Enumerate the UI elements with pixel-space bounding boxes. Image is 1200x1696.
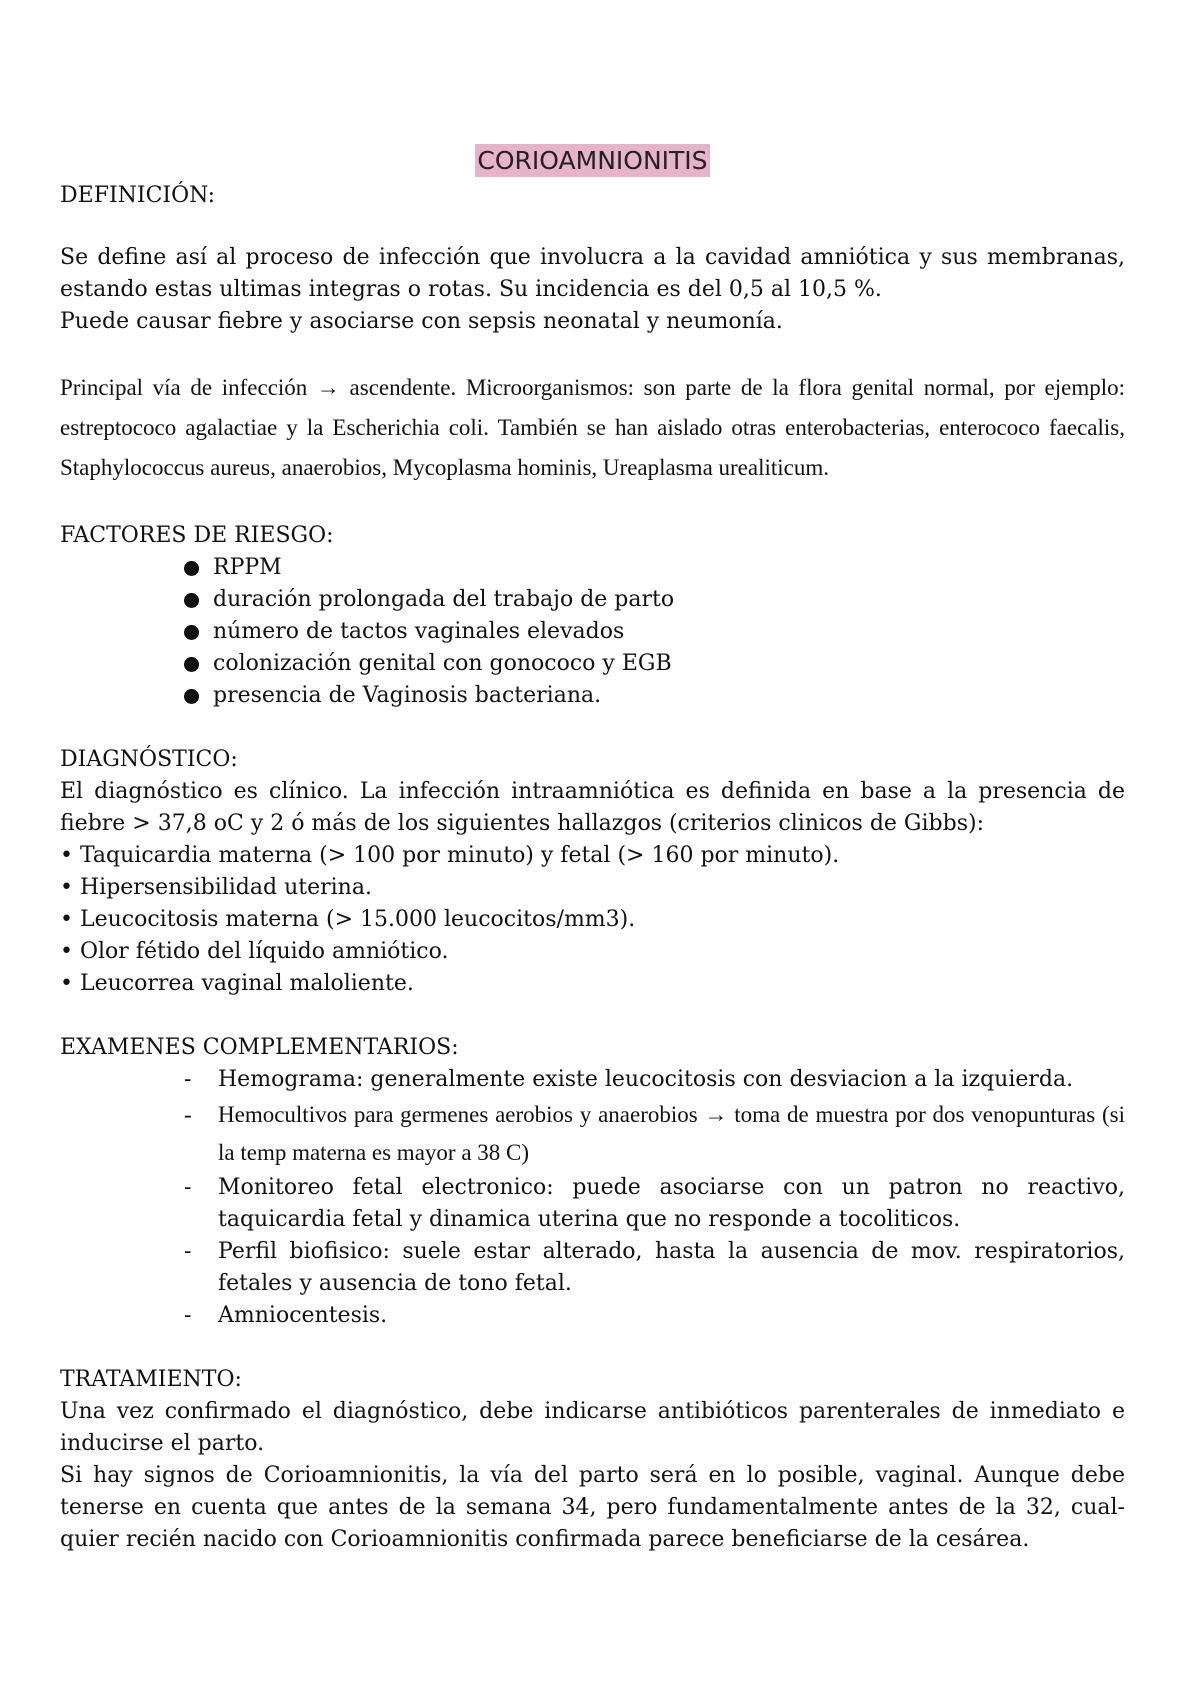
dash-marker: -	[184, 1102, 192, 1127]
list-item: número de tactos vaginales elevados	[184, 616, 1125, 648]
bullet-icon	[184, 689, 199, 704]
list-item: • Hipersensibilidad uterina.	[60, 875, 372, 900]
list-item: - Hemograma: generalmente existe leucocitosis con desviacion a la izquierda.	[184, 1064, 1125, 1096]
bullet-icon	[184, 593, 199, 608]
dash-marker: -	[184, 1175, 192, 1200]
list-item: • Taquicardia materna (> 100 por minuto) y fetal (> 160 por minuto).	[60, 843, 840, 868]
definicion-paragraph-2: Puede causar fiebre y asociarse con sepsis neonatal y neumonía.	[60, 309, 783, 334]
microorganismos-paragraph: Principal vía de infección → ascendente. Microorganismos: son parte de la flora genital normal, por ejemplo: estreptococo agalactiae y la Escherichia coli. También se han aislado otras enterobacterias, enterococo faecalis, Staphylococcus aureus, anaerobios, Mycoplasma hominis, Ureaplasma urealiticum.	[60, 375, 1125, 480]
list-item: - Monitoreo fetal electronico: puede asociarse con un patron no reactivo, taquicardia fetal y dinamica uterina que no responde a tocoliticos.	[184, 1172, 1125, 1236]
document-page	[60, 0, 1125, 1556]
list-item: • Olor fétido del líquido amniótico.	[60, 939, 449, 964]
examenes-list	[60, 1064, 1125, 1332]
dash-marker: -	[184, 1067, 192, 1092]
diagnostico-intro: El diagnóstico es clínico. La infección intraamniótica es definida en base a la presencia de fiebre > 37,8 oC y 2 ó más de los siguientes hallazgos (criterios clinicos de Gibbs):	[60, 779, 1125, 836]
list-item: • Leucorrea vaginal maloliente.	[60, 971, 414, 996]
list-item: colonización genital con gonococo y EGB	[184, 648, 1125, 680]
diagnostico-list	[60, 840, 1125, 1000]
list-item: - Perfil biofisico: suele estar alterado, hasta la ausencia de mov. respiratorios, fetales y ausencia de tono fetal.	[184, 1236, 1125, 1300]
factores-heading: FACTORES DE RIESGO:	[60, 523, 334, 548]
bullet-icon	[184, 561, 199, 576]
list-item: RPPM	[184, 552, 1125, 584]
definicion-paragraph-1: Se define así al proceso de infección que involucra a la cavidad amniótica y sus membranas, estando estas ultimas integras o rotas. Su incidencia es del 0,5 al 10,5 %.	[60, 245, 1125, 302]
tratamiento-paragraph-1: Una vez confirmado el diagnóstico, debe indicarse antibióticos parenterales de inmediato e inducirse el parto.	[60, 1399, 1125, 1456]
factores-list	[60, 552, 1125, 712]
dash-marker: -	[184, 1303, 192, 1328]
tratamiento-paragraph-2: Si hay signos de Corioamnionitis, la vía del parto será en lo posible, vaginal. Aunque debe tenerse en cuenta que antes de la semana 34, pero fundamentalmente antes de la 32, cual-quier recién nacido con Corioamnionitis confirmada parece beneficiarse de la cesárea.	[60, 1463, 1125, 1552]
list-item: - Amniocentesis.	[184, 1300, 1125, 1332]
diagnostico-heading: DIAGNÓSTICO:	[60, 747, 238, 772]
tratamiento-heading: TRATAMIENTO:	[60, 1367, 242, 1392]
list-item: presencia de Vaginosis bacteriana.	[184, 680, 1125, 712]
bullet-icon	[184, 625, 199, 640]
list-item: • Leucocitosis materna (> 15.000 leucocitos/mm3).	[60, 907, 636, 932]
title-container	[60, 144, 1125, 180]
list-item: duración prolongada del trabajo de parto	[184, 584, 1125, 616]
bullet-icon	[184, 657, 199, 672]
examenes-heading: EXAMENES COMPLEMENTARIOS:	[60, 1035, 459, 1060]
page-title: CORIOAMNIONITIS	[477, 146, 708, 175]
dash-marker: -	[184, 1239, 192, 1264]
list-item: - Hemocultivos para germenes aerobios y anaerobios → toma de muestra por dos venopunturas (si la temp materna es mayor a 38 C)	[184, 1096, 1125, 1172]
definicion-heading: DEFINICIÓN:	[60, 183, 216, 208]
